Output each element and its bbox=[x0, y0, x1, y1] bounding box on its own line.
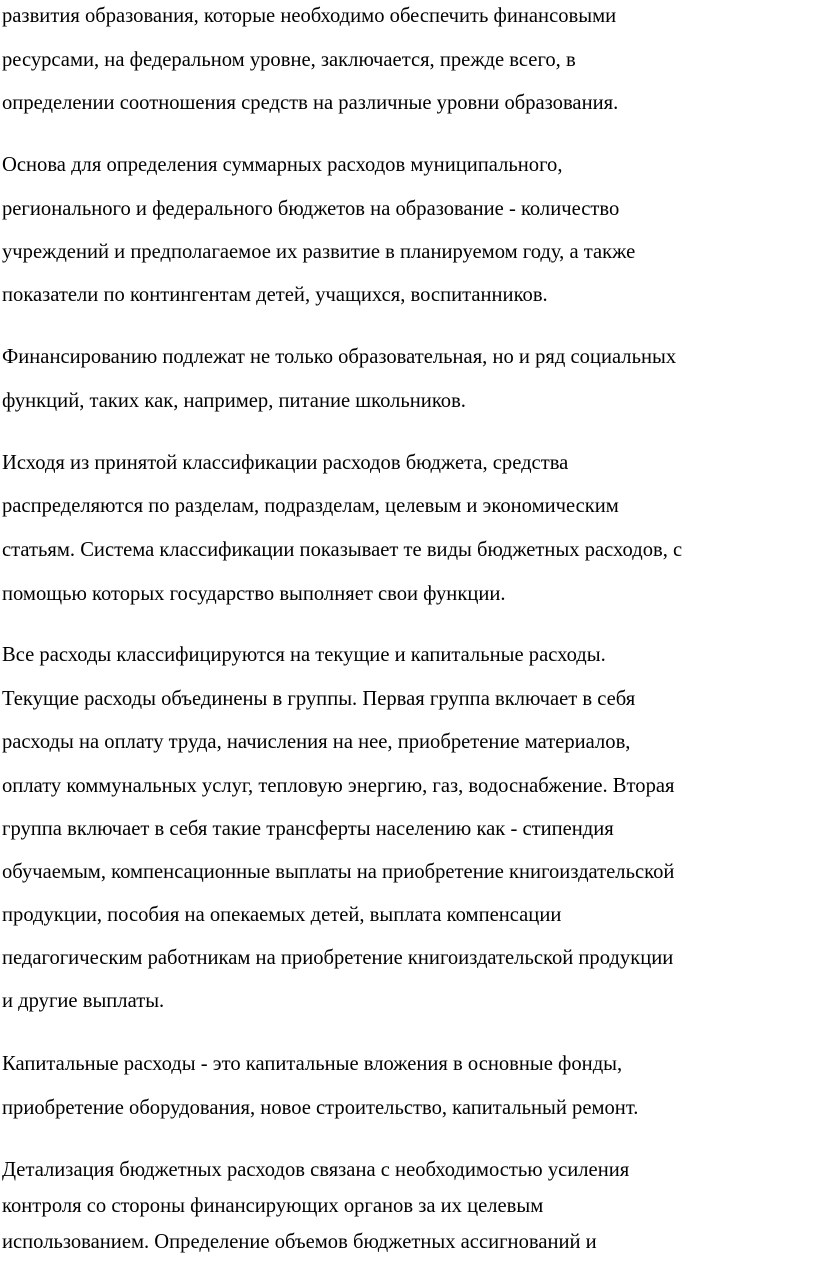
text-line: распределяются по разделам, подразделам, целевым и экономическим bbox=[2, 495, 619, 517]
text-line: Финансированию подлежат не только образовательная, но и ряд социальных bbox=[2, 346, 677, 368]
text-line: Исходя из принятой классификации расходов бюджета, средства bbox=[2, 452, 569, 474]
text-line: группа включает в себя такие трансферты населению как - стипендия bbox=[2, 818, 614, 840]
text-line: обучаемым, компенсационные выплаты на приобретение книгоиздательской bbox=[2, 861, 675, 883]
text-line: ресурсами, на федеральном уровне, заключается, прежде всего, в bbox=[2, 49, 576, 71]
text-line: развития образования, которые необходимо обеспечить финансовыми bbox=[2, 5, 617, 27]
text-line: статьям. Система классификации показывает те виды бюджетных расходов, с bbox=[2, 539, 683, 561]
text-line: педагогическим работникам на приобретение книгоиздательской продукции bbox=[2, 947, 674, 969]
text-line: и другие выплаты. bbox=[2, 990, 165, 1012]
text-line: Капитальные расходы - это капитальные вложения в основные фонды, bbox=[2, 1053, 623, 1075]
text-line: расходы на оплату труда, начисления на нее, приобретение материалов, bbox=[2, 731, 631, 753]
text-line: помощью которых государство выполняет свои функции. bbox=[2, 583, 506, 605]
text-line: использованием. Определение объемов бюджетных ассигнований и bbox=[2, 1231, 597, 1253]
text-line: регионального и федерального бюджетов на образование - количество bbox=[2, 198, 620, 220]
text-line: Основа для определения суммарных расходов муниципального, bbox=[2, 154, 563, 176]
text-line: оплату коммунальных услуг, тепловую энергию, газ, водоснабжение. Вторая bbox=[2, 775, 675, 797]
text-line: определении соотношения средств на различные уровни образования. bbox=[2, 92, 619, 114]
text-line: учреждений и предполагаемое их развитие в планируемом году, а также bbox=[2, 241, 636, 263]
text-line: контроля со стороны финансирующих органов за их целевым bbox=[2, 1195, 544, 1217]
text-line: функций, таких как, например, питание школьников. bbox=[2, 390, 466, 412]
text-line: Текущие расходы объединены в группы. Первая группа включает в себя bbox=[2, 688, 636, 710]
text-line: показатели по контингентам детей, учащихся, воспитанников. bbox=[2, 284, 548, 306]
text-line: продукции, пособия на опекаемых детей, выплата компенсации bbox=[2, 904, 562, 926]
text-line: Детализация бюджетных расходов связана с необходимостью усиления bbox=[2, 1159, 630, 1181]
text-line: Все расходы классифицируются на текущие и капитальные расходы. bbox=[2, 644, 606, 666]
text-line: приобретение оборудования, новое строительство, капитальный ремонт. bbox=[2, 1097, 639, 1119]
